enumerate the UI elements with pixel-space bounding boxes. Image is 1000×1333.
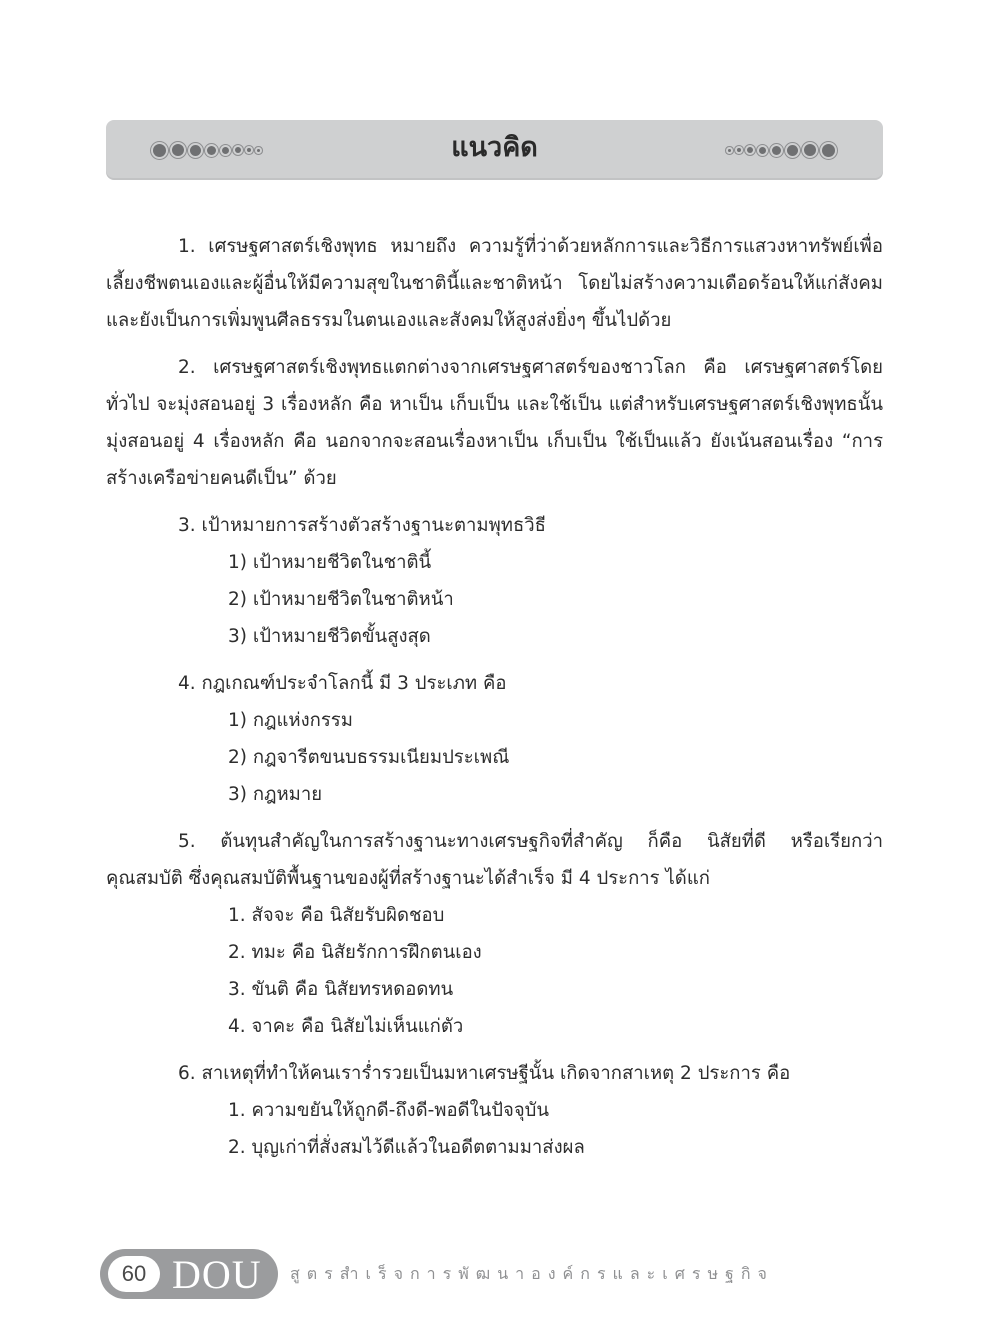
book-title: สูตรสำเร็จการพัฒนาองค์กรและเศรษฐกิจ bbox=[290, 1263, 774, 1283]
page-footer bbox=[100, 1249, 774, 1299]
footer-badge bbox=[100, 1249, 278, 1299]
concept-3-item: 1) เป้าหมายชีวิตในชาตินี้ bbox=[228, 552, 432, 573]
concept-5-item: 1. สัจจะ คือ นิสัยรับผิดชอบ bbox=[228, 905, 445, 926]
dou-logo: DOU bbox=[172, 1252, 262, 1297]
concept-4-item: 1) กฎแห่งกรรม bbox=[228, 710, 353, 731]
decorative-dots-right bbox=[728, 120, 835, 180]
dot-icon bbox=[728, 149, 731, 152]
concept-4-item: 2) กฎจารีตขนบธรรมเนียมประเพณี bbox=[228, 747, 510, 768]
dot-icon bbox=[822, 144, 835, 157]
dot-icon bbox=[737, 148, 741, 152]
concept-3-item: 2) เป้าหมายชีวิตในชาติหน้า bbox=[228, 589, 454, 610]
section-title: แนวคิด bbox=[451, 132, 538, 163]
concept-paragraph-2: 2. เศรษฐศาสตร์เชิงพุทธแตกต่างจากเศรษฐศาสตร์ของชาวโลก คือ เศรษฐศาสตร์โดยทั่วไป จะมุ่งสอนอยู่ 3 เรื่องหลัก คือ หาเป็น เก็บเป็น และใช้เป็น แต่สำหรับเศรษฐศาสตร์เชิงพุทธนั้น มุ่งสอนอยู่ 4 เรื่องหลัก คือ นอกจากจะสอนเรื่องหาเป็น เก็บเป็น ใช้เป็นแล้ว ยังเน้นสอนเรื่อง “การสร้างเครือข่ายคนดีเป็น” ด้วย bbox=[106, 357, 883, 489]
concept-6-item: 2. บุญเก่าที่สั่งสมไว้ดีแล้วในอดีตตามมาส่งผล bbox=[228, 1137, 585, 1158]
concept-5-item: 4. จาคะ คือ นิสัยไม่เห็นแก่ตัว bbox=[228, 1016, 464, 1037]
concept-3-title: 3. เป้าหมายการสร้างตัวสร้างฐานะตามพุทธวิธี bbox=[178, 515, 546, 536]
concept-5-item: 3. ขันติ คือ นิสัยทรหดอดทน bbox=[228, 979, 454, 1000]
concept-4-title: 4. กฎเกณฑ์ประจำโลกนี้ มี 3 ประเภท คือ bbox=[178, 673, 507, 694]
page-number: 60 bbox=[108, 1256, 160, 1292]
main-content bbox=[106, 228, 883, 1166]
dot-icon bbox=[759, 147, 766, 154]
dot-icon bbox=[804, 144, 816, 156]
concept-5-item: 2. ทมะ คือ นิสัยรักการฝึกตนเอง bbox=[228, 942, 482, 963]
concept-6-title: 6. สาเหตุที่ทำให้คนเราร่ำรวยเป็นมหาเศรษฐีนั้น เกิดจากสาเหตุ 2 ประการ คือ bbox=[178, 1063, 791, 1084]
concept-paragraph-1: 1. เศรษฐศาสตร์เชิงพุทธ หมายถึง ความรู้ที่ว่าด้วยหลักการและวิธีการแสวงหาทรัพย์เพื่อเลี้ยงชีพตนเองและผู้อื่นให้มีความสุขในชาตินี้และชาติหน้า โดยไม่สร้างความเดือดร้อนให้แก่สังคม และยังเป็นการเพิ่มพูนศีลธรรมในตนเองและสังคมให้สูงส่งยิ่งๆ ขึ้นไปด้วย bbox=[106, 236, 883, 331]
concept-6-item: 1. ความขยันให้ถูกดี-ถึงดี-พอดีในปัจจุบัน bbox=[228, 1100, 550, 1121]
dot-icon bbox=[747, 147, 753, 153]
concept-3-item: 3) เป้าหมายชีวิตขั้นสูงสุด bbox=[228, 626, 431, 647]
concept-paragraph-5: 5. ต้นทุนสำคัญในการสร้างฐานะทางเศรษฐกิจที่สำคัญ ก็คือ นิสัยที่ดี หรือเรียกว่า คุณสมบัติ ซึ่งคุณสมบัติพื้นฐานของผู้ที่สร้างฐานะได้สำเร็จ มี 4 ประการ ได้แก่ bbox=[106, 831, 883, 889]
dot-icon bbox=[772, 146, 781, 155]
dot-icon bbox=[787, 145, 798, 156]
concept-4-item: 3) กฎหมาย bbox=[228, 784, 323, 805]
section-header-bar bbox=[106, 120, 883, 180]
